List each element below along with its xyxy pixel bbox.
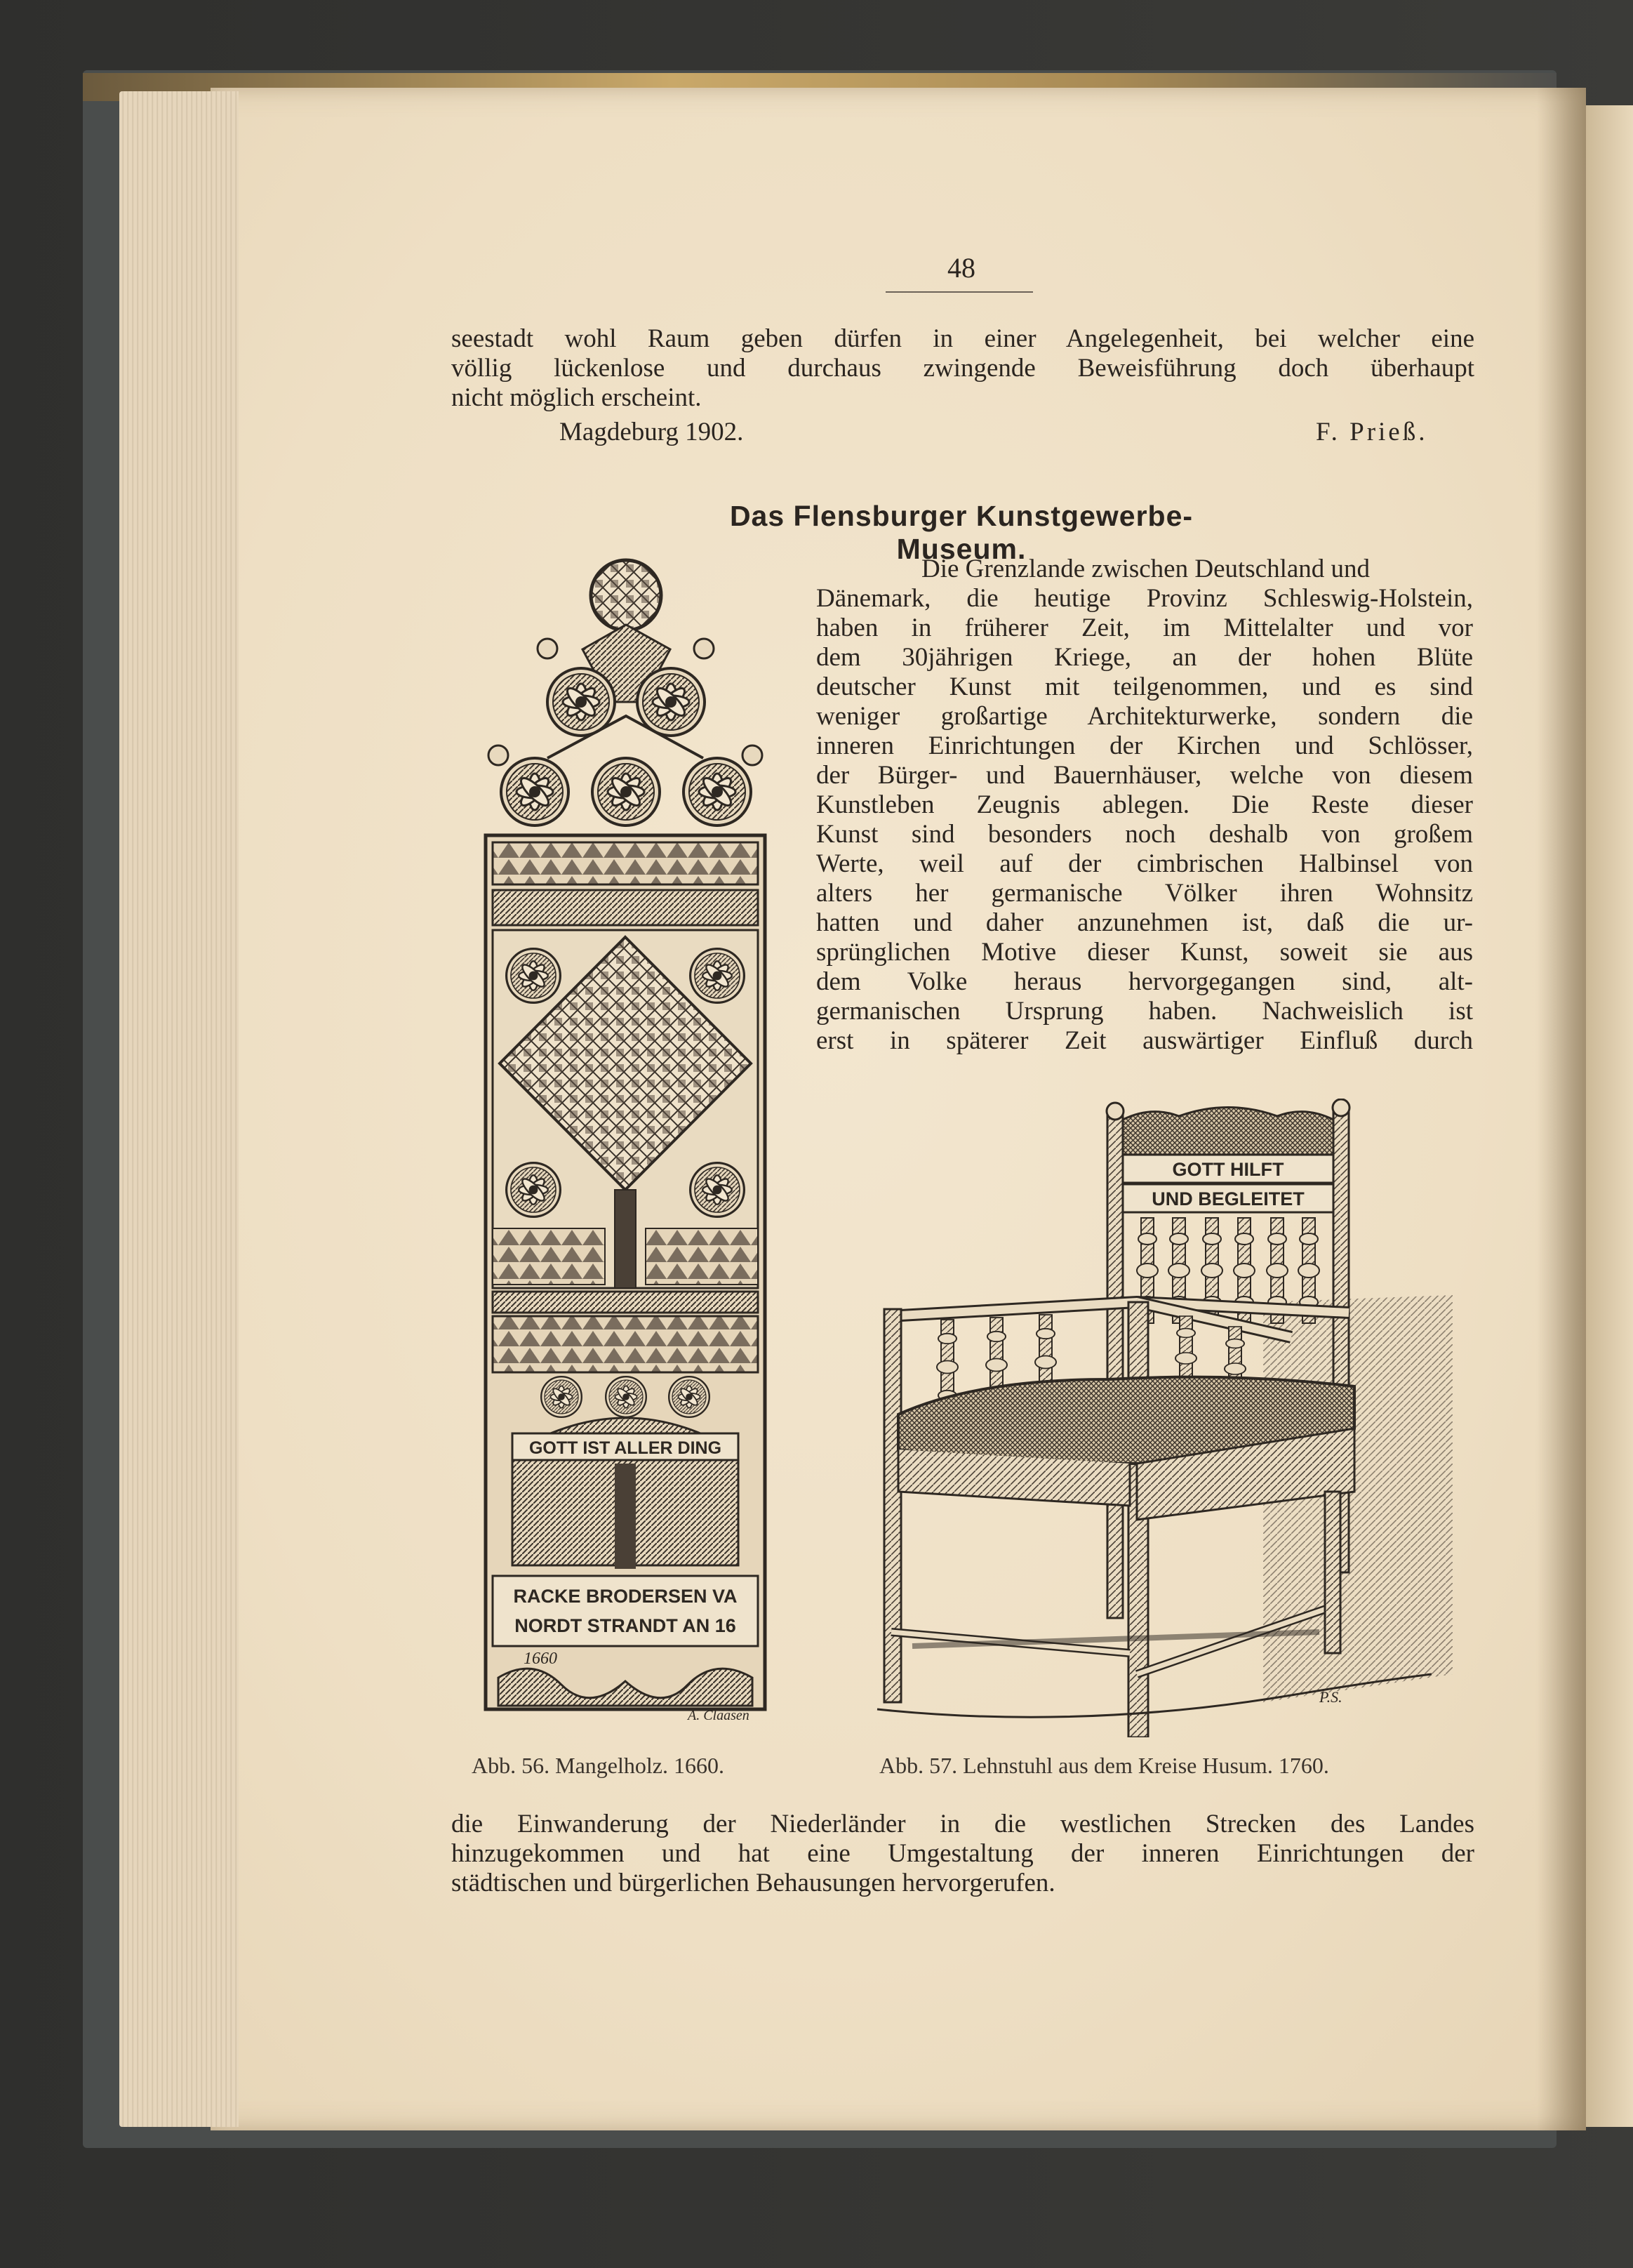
text-line: alters her germanische Völker ihren Wohnsitz (816, 879, 1473, 908)
closing-paragraph (451, 1810, 1474, 1898)
figure-mangelholz-illustration (477, 555, 772, 1727)
mangelholz-artist-signature: A. Claasen (688, 1708, 749, 1723)
text-line: Werte, weil auf der cimbrischen Halbinsel von (816, 849, 1473, 878)
text-line: inneren Einrichtungen der Kirchen und Schlösser, (816, 731, 1473, 760)
page-number-rule (886, 291, 1033, 293)
text-line: der Bürger- und Bauernhäuser, welche von diesem (816, 761, 1473, 790)
text-line: hatten und daher anzunehmen ist, daß die ur- (816, 908, 1473, 937)
page-stack-edges (119, 91, 239, 2127)
chair-artist-signature: P.S. (1319, 1688, 1342, 1706)
intro-paragraph (451, 324, 1474, 413)
figure-56-caption: Abb. 56. Mangelholz. 1660. (472, 1753, 724, 1778)
figure-lehnstuhl-illustration (870, 1099, 1453, 1737)
body-paragraph (816, 555, 1473, 1056)
text-line: städtischen und bürgerlichen Behausungen hervorgerufen. (451, 1869, 1055, 1897)
place-date: Magdeburg 1902. (559, 418, 744, 446)
chair-inscription-line2: UND BEGLEITET (1152, 1188, 1305, 1209)
text-line: hinzugekommen und hat eine Umgestaltung der inneren Einrichtungen der (451, 1839, 1474, 1868)
text-line: deutscher Kunst mit teilgenommen, und es sind (816, 672, 1473, 701)
text-line: Kunst sind besonders noch deshalb von großem (816, 820, 1473, 849)
text-line: dem 30jährigen Kriege, an der hohen Blüte (816, 643, 1473, 672)
mangelholz-inscription-top: GOTT IST ALLER DING (528, 1438, 722, 1458)
text-line: nicht möglich erscheint. (451, 383, 702, 412)
gutter-shadow (1537, 88, 1586, 2130)
chair-inscription-line1: GOTT HILFT (1172, 1159, 1284, 1180)
text-line: germanischen Ursprung haben. Nachweislich ist (816, 997, 1473, 1026)
text-line: weniger großartige Architekturwerke, sondern die (816, 702, 1473, 731)
section-title: Das Flensburger Kunstgewerbe-Museum. (729, 500, 1194, 565)
text-line: haben in früherer Zeit, im Mittelalter und vor (816, 614, 1473, 642)
text-line: erst in späterer Zeit auswärtiger Einfluß durch (816, 1026, 1473, 1055)
mangelholz-inscription-line2: NORDT STRANDT AN 16 (514, 1615, 736, 1636)
text-line: Kunstleben Zeugnis ablegen. Die Reste dieser (816, 790, 1473, 819)
mangelholz-inscription-line1: RACKE BRODERSEN VA (513, 1586, 738, 1607)
next-page-edge (1585, 105, 1633, 2127)
text-line: völlig lückenlose und durchaus zwingende Beweisführung doch überhaupt (451, 354, 1474, 383)
page-number: 48 (947, 252, 975, 284)
text-line: seestadt wohl Raum geben dürfen in einer Angelegenheit, bei welcher eine (451, 324, 1474, 353)
author-signature: F. Prieß. (1316, 418, 1428, 446)
figure-57-caption: Abb. 57. Lehnstuhl aus dem Kreise Husum. 1760. (879, 1753, 1329, 1778)
text-line: sprünglichen Motive dieser Kunst, soweit sie aus (816, 938, 1473, 967)
text-line: dem Volke heraus hervorgegangen sind, alt- (816, 967, 1473, 996)
text-line: Die Grenzlande zwischen Deutschland und (921, 555, 1371, 583)
text-line: Dänemark, die heutige Provinz Schleswig-Holstein, (816, 584, 1473, 613)
mangelholz-year: 1660 (524, 1650, 557, 1668)
text-line: die Einwanderung der Niederländer in die westlichen Strecken des Landes (451, 1810, 1474, 1838)
